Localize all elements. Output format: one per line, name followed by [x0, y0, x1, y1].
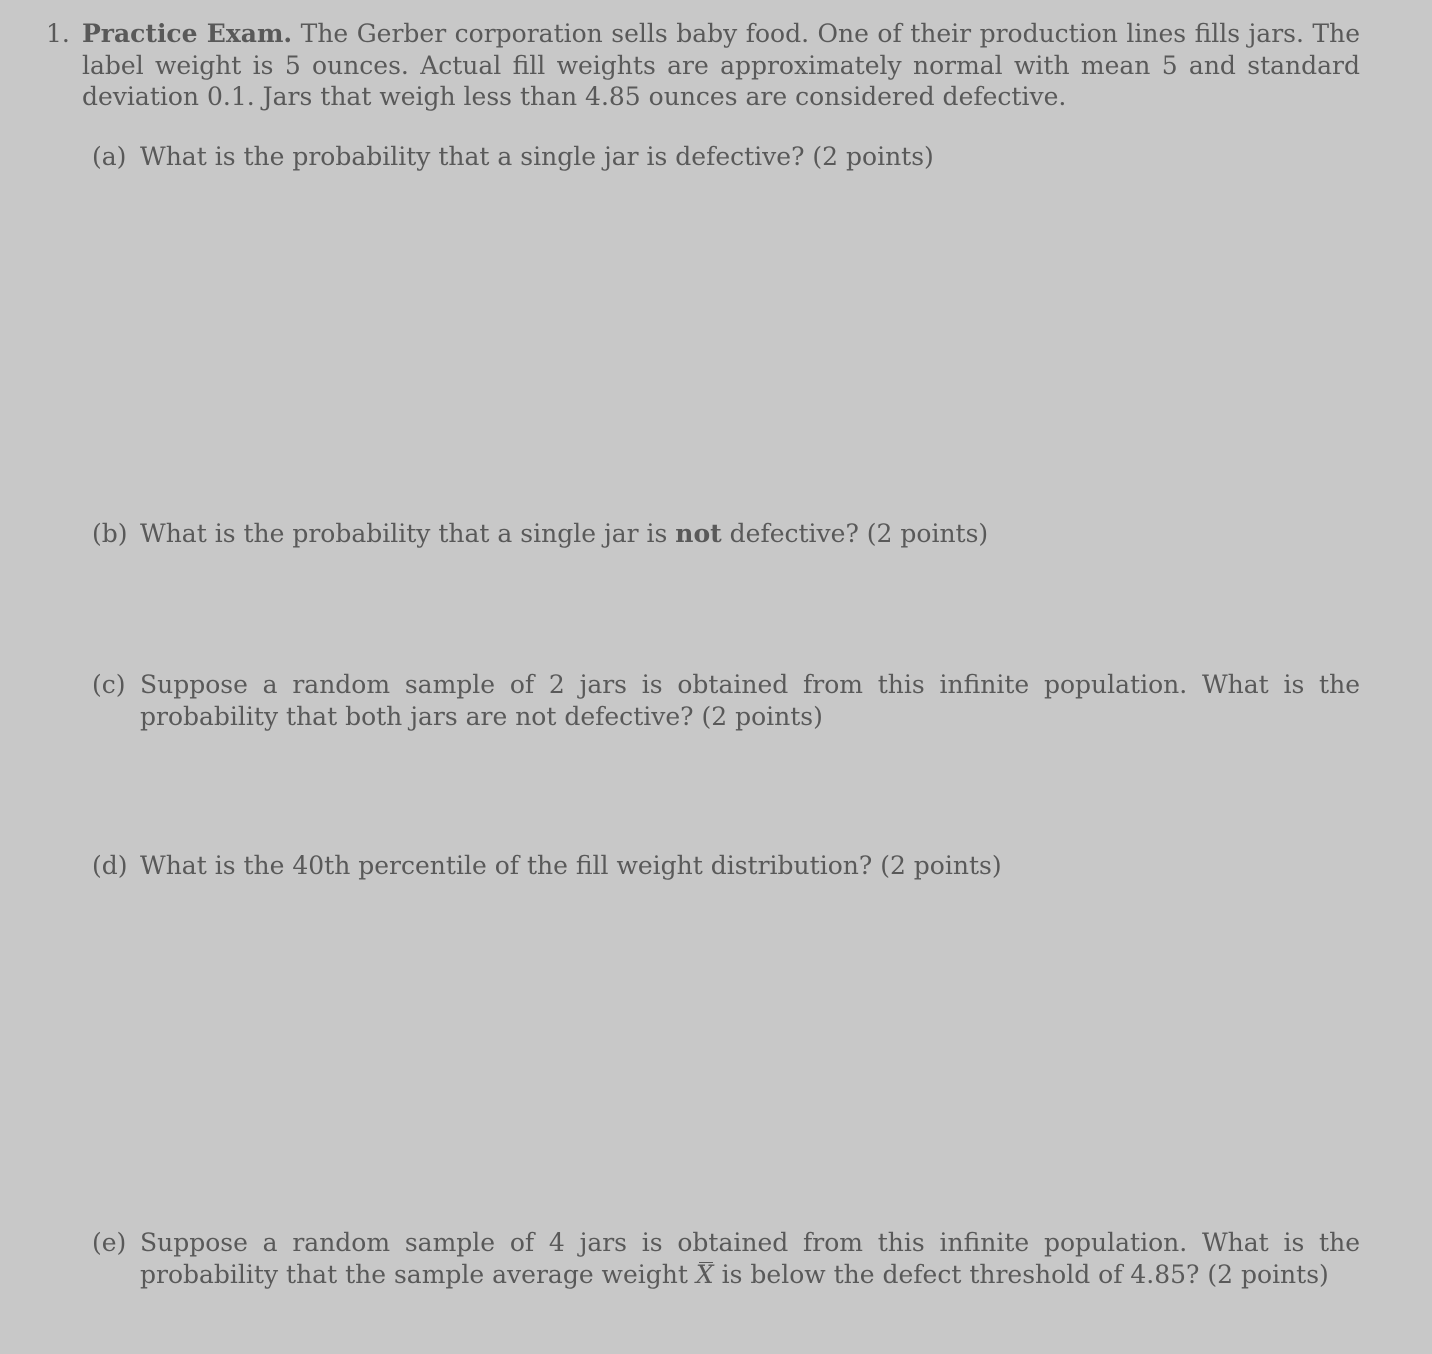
part-e-text-after: is below the defect threshold of 4.85? (2 points): [721, 1259, 1329, 1289]
part-b-label: (b): [92, 519, 128, 548]
part-d: [92, 850, 1360, 882]
problem-number: 1.: [46, 19, 70, 48]
part-e-label: (e): [92, 1228, 127, 1257]
part-c: [92, 669, 1360, 732]
part-a: [92, 141, 1360, 173]
part-b-text-before: What is the probability that a single jar is: [140, 519, 668, 548]
part-d-label: (d): [92, 851, 128, 880]
part-e: [92, 1227, 1360, 1290]
part-c-question: Suppose a random sample of 2 jars is obtained from this infinite population. What is the probability that both jars are not defective? (2 points): [140, 670, 1360, 731]
part-e-question: [140, 1227, 1360, 1290]
problem-title: Practice Exam.: [82, 19, 293, 48]
part-a-question: What is the probability that a single jar is defective? (2 points): [140, 142, 934, 171]
part-b-emphasis: not: [675, 519, 722, 548]
part-e-text-before: Suppose a random sample of 4 jars is obtained from this infinite population. What is the probability that the sample average weight: [140, 1228, 1360, 1289]
problem-body: The Gerber corporation sells baby food. One of their production lines fills jars. The label weight is 5 ounces. Actual fill weights are approximately normal with mean 5 and standard deviation 0.1. Jars that weigh less than 4.85 ounces are considered defective.: [82, 19, 1361, 111]
part-b-text-after: defective? (2 points): [729, 519, 989, 548]
part-b-question: [140, 518, 1360, 550]
part-b: [92, 518, 1360, 550]
part-a-label: (a): [92, 142, 127, 171]
x-bar-symbol: X: [695, 1259, 714, 1289]
problem-statement: [82, 18, 1360, 113]
part-c-label: (c): [92, 670, 126, 699]
problem-1: [46, 18, 1360, 113]
part-d-question: What is the 40th percentile of the fill weight distribution? (2 points): [140, 851, 1002, 880]
